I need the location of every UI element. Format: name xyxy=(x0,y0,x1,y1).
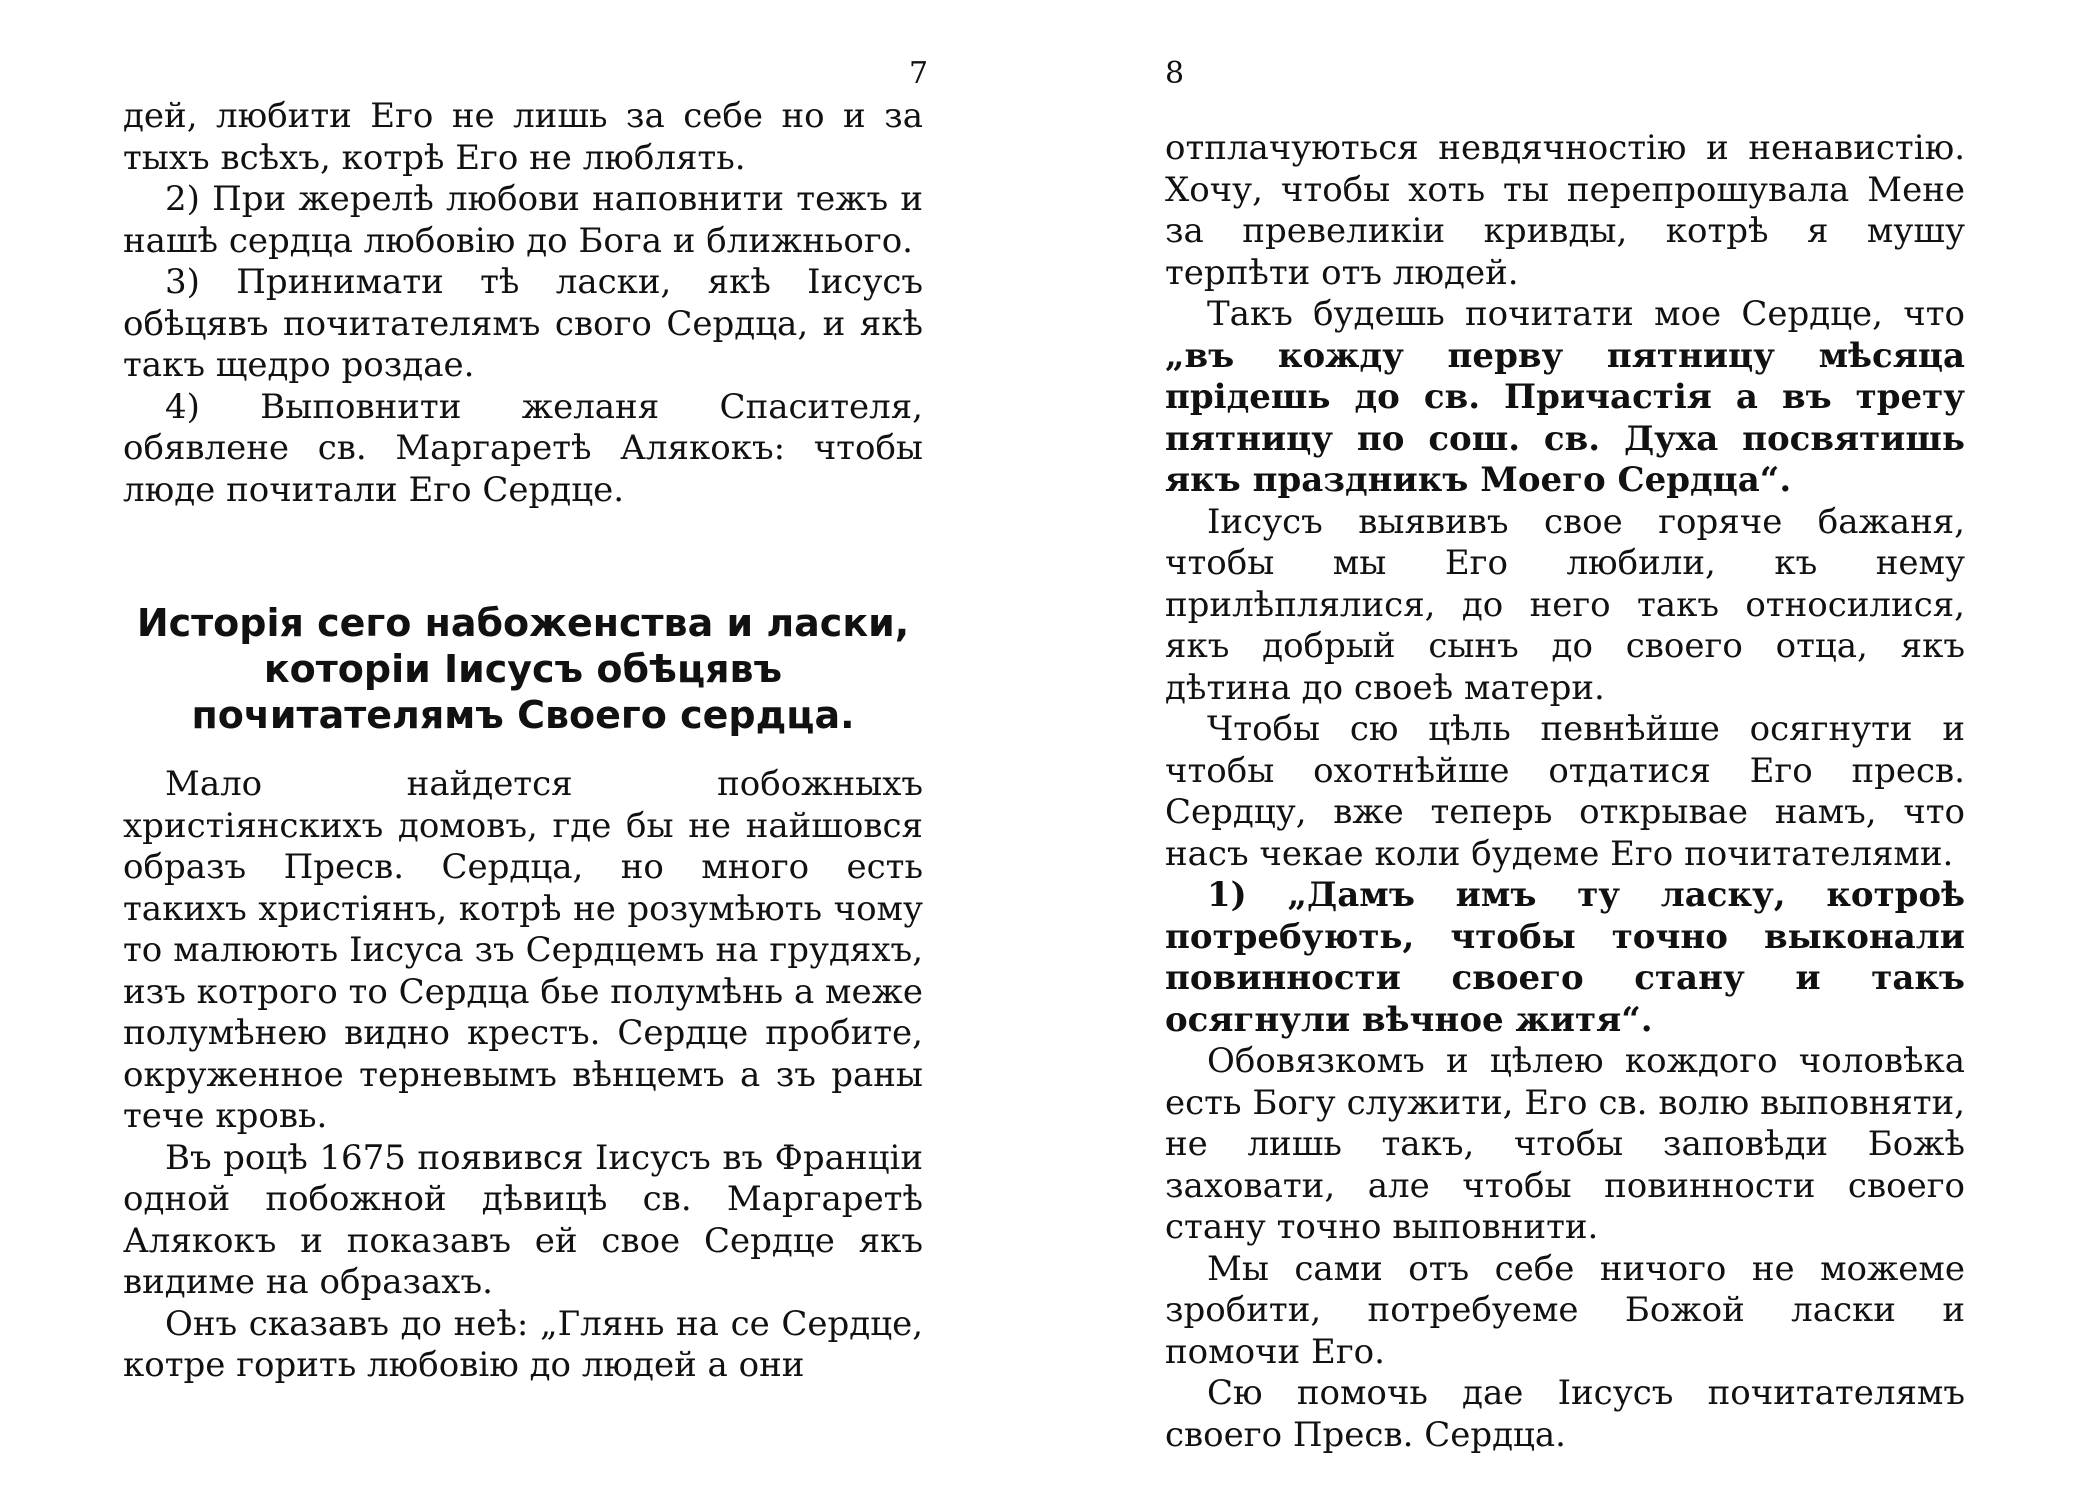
page-number-left: 7 xyxy=(909,56,929,91)
paragraph: 2) При жерелѣ любови наповнити тежъ и нашѣ сердца любовію до Бога и ближнього. xyxy=(123,179,923,261)
paragraph: Чтобы сю цѣль певнѣйше осягнути и чтобы охотнѣйше отдатися Его пресв. Сердцу, вже теперь открывае намъ, что насъ чекае коли будеме Его почитателями. xyxy=(1165,709,1965,874)
left-page xyxy=(123,0,929,1500)
promise-one: 1) „Дамъ имъ ту ласку, котроѣ потребують, чтобы точно выконали повинности своего стану и такъ осягнули вѣчное житя“. xyxy=(1165,875,1965,1040)
left-bottom-text xyxy=(123,764,923,1387)
left-top-text xyxy=(123,96,923,511)
page-number-right: 8 xyxy=(1165,56,1185,91)
paragraph-text: Такъ будешь почитати мое Сердце, что xyxy=(1207,294,1965,334)
paragraph: 3) Принимати тѣ ласки, якѣ Іисусъ обѣцявъ почитателямъ свого Сердца, и якѣ такъ щедро роздае. xyxy=(123,262,923,385)
promise-quote: „въ кожду перву пятницу мѣсяца прідешь до св. Причастія а въ трету пятницу по сош. св. Духа посвятишь якъ праздникъ Моего Сердца“. xyxy=(1165,335,1965,500)
right-text xyxy=(1165,128,1965,1456)
paragraph: дей, любити Его не лишь за себе но и за тыхъ всѣхъ, котрѣ Его не люблять. xyxy=(123,96,923,178)
paragraph: Сю помочь дае Іисусъ почитателямъ своего Пресв. Сердца. xyxy=(1165,1373,1965,1455)
paragraph: Въ роцѣ 1675 появився Іисусъ въ Франціи одной побожной дѣвицѣ св. Маргаретѣ Алякокъ и показавъ ей свое Сердце якъ видиме на образахъ. xyxy=(123,1137,923,1302)
section-heading: Исторія сего набоженства и ласки, которіи Іисусъ обѣцявъ почитателямъ Своего сердца. xyxy=(136,601,910,737)
paragraph: 4) Выповнити желаня Спасителя, обявлене св. Маргаретѣ Алякокъ: чтобы люде почитали Его Сердце. xyxy=(123,386,923,510)
paragraph xyxy=(1165,294,1965,502)
paragraph: Мало найдется побожныхъ христіянскихъ домовъ, где бы не найшовся образъ Пресв. Сердца, но много есть такихъ христіянъ, котрѣ не розумѣють чому то малюють Іисуса зъ Сердцемъ на грудяхъ, изъ котрого то Сердца бье полумѣнь а меже полумѣнею видно крестъ. Сердце пробите, окруженное терневымъ вѣнцемъ а зъ раны тече кровь. xyxy=(123,764,923,1136)
right-page xyxy=(1165,0,1965,1500)
paragraph: Онъ сказавъ до неѣ: „Глянь на се Сердце, котре горить любовію до людей а они xyxy=(123,1303,923,1385)
paragraph: отплачуються невдячностію и ненавистію. Хочу, чтобы хоть ты перепрошувала Мене за превеликіи кривды, котрѣ я мушу терпѣти отъ людей. xyxy=(1165,128,1965,293)
paragraph: Мы сами отъ себе ничого не можеме зробити, потребуеме Божой ласки и помочи Его. xyxy=(1165,1248,1965,1372)
paragraph: Іисусъ выявивъ свое горяче бажаня, чтобы мы Его любили, къ нему прилѣплялися, до него такъ относилися, якъ добрый сынъ до своего отца, якъ дѣтина до своеѣ матери. xyxy=(1165,501,1965,708)
paragraph: Обовязкомъ и цѣлею кождого чоловѣка есть Богу служити, Его св. волю выповняти, не лишь такъ, чтобы заповѣди Божѣ заховати, але чтобы повинности своего стану точно выповнити. xyxy=(1165,1041,1965,1247)
